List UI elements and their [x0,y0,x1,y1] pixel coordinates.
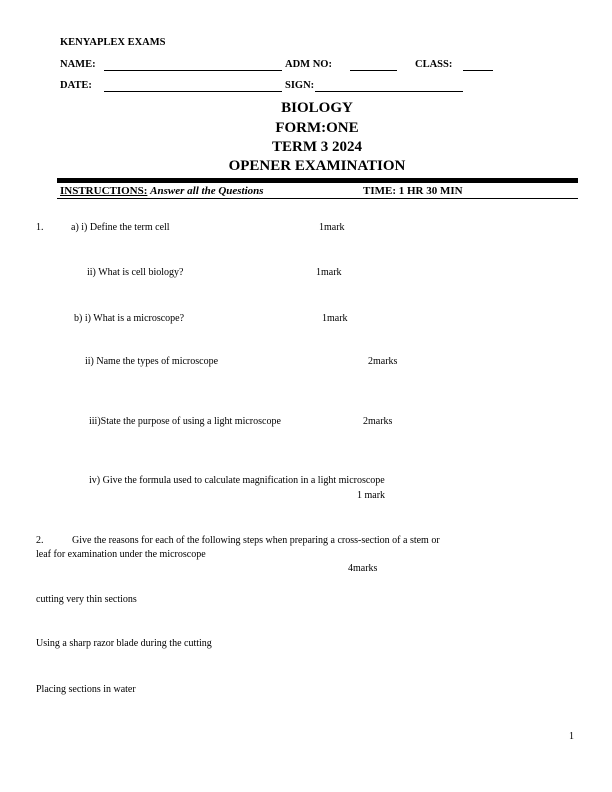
q1b-i-marks: 1mark [322,313,348,324]
q1b-i-text: b) i) What is a microscope? [74,313,185,324]
name-field[interactable] [104,70,282,71]
date-label: DATE: [60,80,92,91]
q1a-ii-text: ii) What is cell biology? [87,267,184,278]
divider-thick [57,178,578,183]
page-number: 1 [569,731,574,742]
q2-item-razor-blade: Using a sharp razor blade during the cutting [36,638,212,649]
q1b-ii-text: ii) Name the types of microscope [85,356,219,367]
q2-text-line1: Give the reasons for each of the following steps when preparing a cross-section of a stem or [72,535,440,546]
q2-item-thin-sections: cutting very thin sections [36,594,137,605]
q1a-i-text: a) i) Define the term cell [71,222,170,233]
sign-label: SIGN: [285,80,315,91]
q1b-ii-marks: 2marks [368,356,398,367]
q1b-iii-marks: 2marks [363,416,393,427]
form-title: FORM:ONE [275,120,359,136]
q1b-iv-text: iv) Give the formula used to calculate magnification in a light microscope [89,475,385,486]
adm-field[interactable] [350,70,397,71]
term-title: TERM 3 2024 [272,139,362,155]
divider-thin [57,198,578,199]
q1-number: 1. [36,222,44,233]
date-field[interactable] [104,91,282,92]
name-label: NAME: [60,59,96,70]
class-label: CLASS: [415,59,453,70]
q2-number: 2. [36,535,44,546]
q2-marks: 4marks [348,563,378,574]
q1b-iv-marks: 1 mark [357,490,386,501]
exam-title: OPENER EXAMINATION [228,158,406,174]
q2-text-line2: leaf for examination under the microscope [36,549,206,560]
subject-title: BIOLOGY [281,100,353,116]
exam-time: TIME: 1 HR 30 MIN [363,185,463,197]
class-field[interactable] [463,70,493,71]
q1b-iii-text: iii)State the purpose of using a light microscope [89,416,281,427]
q2-item-water: Placing sections in water [36,684,136,695]
q1a-ii-marks: 1mark [316,267,342,278]
org-name: KENYAPLEX EXAMS [60,37,166,48]
adm-label: ADM NO: [285,59,332,70]
instructions-label: INSTRUCTIONS: [60,185,148,197]
q1a-i-marks: 1mark [319,222,345,233]
instructions-text: Answer all the Questions [150,185,264,197]
sign-field[interactable] [315,91,463,92]
instructions-row [60,185,264,197]
